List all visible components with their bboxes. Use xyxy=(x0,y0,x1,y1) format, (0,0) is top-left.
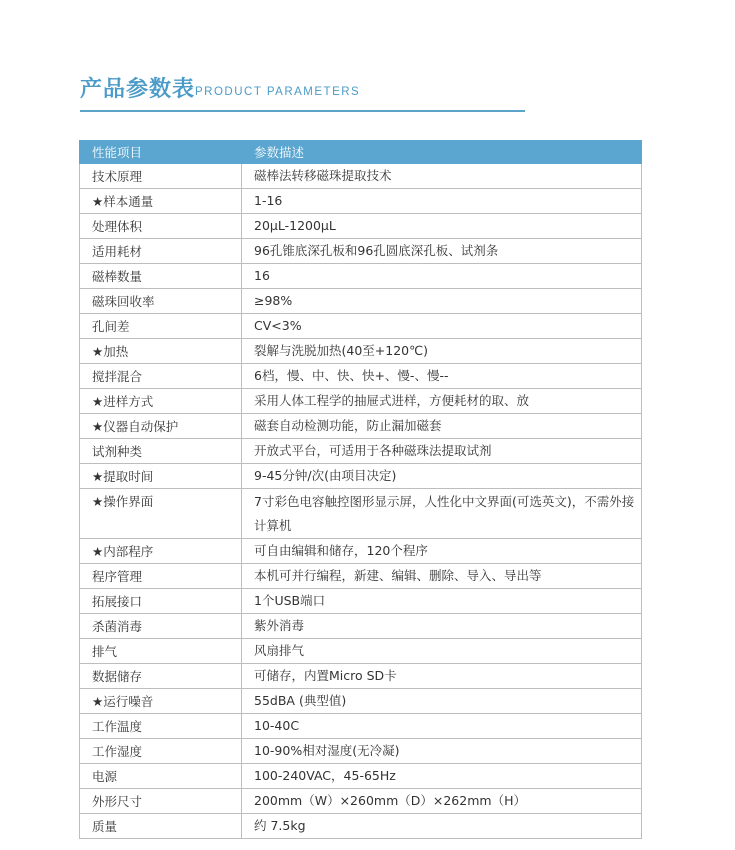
row-item-value: 200mm（W）×260mm（D）×262mm（H） xyxy=(242,789,642,814)
row-item-name: 试剂种类 xyxy=(80,439,242,464)
row-item-value: 采用人体工程学的抽屉式进样，方便耗材的取、放 xyxy=(242,389,642,414)
row-item-value: 可自由编辑和储存，120个程序 xyxy=(242,539,642,564)
table-row xyxy=(80,564,642,589)
row-item-name: 工作湿度 xyxy=(80,739,242,764)
table-row xyxy=(80,389,642,414)
row-item-value: 开放式平台，可适用于各种磁珠法提取试剂 xyxy=(242,439,642,464)
row-item-name: 拓展接口 xyxy=(80,589,242,614)
row-item-name: ★仪器自动保护 xyxy=(80,414,242,439)
row-item-value: 6档，慢、中、快、快+、慢-、慢-- xyxy=(242,364,642,389)
table-row xyxy=(80,264,642,289)
table-row xyxy=(80,464,642,489)
row-item-name: 杀菌消毒 xyxy=(80,614,242,639)
row-item-name: 磁棒数量 xyxy=(80,264,242,289)
table-row xyxy=(80,364,642,389)
row-item-value: 96孔锥底深孔板和96孔圆底深孔板、试剂条 xyxy=(242,239,642,264)
row-item-value: 100-240VAC，45-65Hz xyxy=(242,764,642,789)
row-item-value: 7寸彩色电容触控图形显示屏，人性化中文界面(可选英文)，不需外接计算机 xyxy=(242,489,642,539)
row-item-value: 裂解与洗脱加热(40至+120℃) xyxy=(242,339,642,364)
column-header-item: 性能项目 xyxy=(80,141,242,164)
row-item-name: ★内部程序 xyxy=(80,539,242,564)
table-row xyxy=(80,614,642,639)
row-item-value: 1个USB端口 xyxy=(242,589,642,614)
row-item-value: 本机可并行编程，新建、编辑、删除、导入、导出等 xyxy=(242,564,642,589)
row-item-name: 处理体积 xyxy=(80,214,242,239)
row-item-value: 紫外消毒 xyxy=(242,614,642,639)
table-row xyxy=(80,764,642,789)
table-row xyxy=(80,289,642,314)
row-item-name: 排气 xyxy=(80,639,242,664)
row-item-name: 外形尺寸 xyxy=(80,789,242,814)
row-item-value: 可储存，内置Micro SD卡 xyxy=(242,664,642,689)
table-row xyxy=(80,639,642,664)
row-item-name: ★提取时间 xyxy=(80,464,242,489)
table-row xyxy=(80,239,642,264)
row-item-name: ★进样方式 xyxy=(80,389,242,414)
row-item-value: 20μL-1200μL xyxy=(242,214,642,239)
row-item-value: 16 xyxy=(242,264,642,289)
table-row xyxy=(80,439,642,464)
row-item-name: 工作温度 xyxy=(80,714,242,739)
row-item-value: 10-90%相对湿度(无冷凝) xyxy=(242,739,642,764)
row-item-name: 质量 xyxy=(80,814,242,839)
row-item-name: 磁珠回收率 xyxy=(80,289,242,314)
row-item-name: ★加热 xyxy=(80,339,242,364)
table-row xyxy=(80,489,642,539)
row-item-value: CV<3% xyxy=(242,314,642,339)
table-row xyxy=(80,539,642,564)
row-item-value: 55dBA (典型值) xyxy=(242,689,642,714)
table-row xyxy=(80,164,642,189)
table-row xyxy=(80,789,642,814)
row-item-name: 电源 xyxy=(80,764,242,789)
row-item-name: 程序管理 xyxy=(80,564,242,589)
row-item-value: 9-45分钟/次(由项目决定) xyxy=(242,464,642,489)
row-item-name: 技术原理 xyxy=(80,164,242,189)
table-row xyxy=(80,664,642,689)
row-item-name: ★操作界面 xyxy=(80,489,242,539)
column-header-description: 参数描述 xyxy=(242,141,642,164)
table-row xyxy=(80,739,642,764)
table-header-row xyxy=(80,141,642,164)
row-item-value: ≥98% xyxy=(242,289,642,314)
section-header xyxy=(80,72,525,112)
row-item-value: 风扇排气 xyxy=(242,639,642,664)
page-title: 产品参数表 xyxy=(80,77,196,102)
table-row xyxy=(80,689,642,714)
row-item-name: 数据储存 xyxy=(80,664,242,689)
table-row xyxy=(80,214,642,239)
row-item-value: 10-40C xyxy=(242,714,642,739)
table-row xyxy=(80,714,642,739)
table-row xyxy=(80,589,642,614)
row-item-name: 搅拌混合 xyxy=(80,364,242,389)
parameters-table xyxy=(79,140,642,839)
row-item-name: ★运行噪音 xyxy=(80,689,242,714)
row-item-value: 约 7.5kg xyxy=(242,814,642,839)
row-item-name: 孔间差 xyxy=(80,314,242,339)
row-item-name: 适用耗材 xyxy=(80,239,242,264)
table-row xyxy=(80,314,642,339)
page-subtitle: PRODUCT PARAMETERS xyxy=(195,86,361,98)
table-row xyxy=(80,339,642,364)
row-item-value: 磁套自动检测功能，防止漏加磁套 xyxy=(242,414,642,439)
table-row xyxy=(80,814,642,839)
row-item-value: 1-16 xyxy=(242,189,642,214)
row-item-name: ★样本通量 xyxy=(80,189,242,214)
row-item-value: 磁棒法转移磁珠提取技术 xyxy=(242,164,642,189)
table-row xyxy=(80,414,642,439)
table-row xyxy=(80,189,642,214)
